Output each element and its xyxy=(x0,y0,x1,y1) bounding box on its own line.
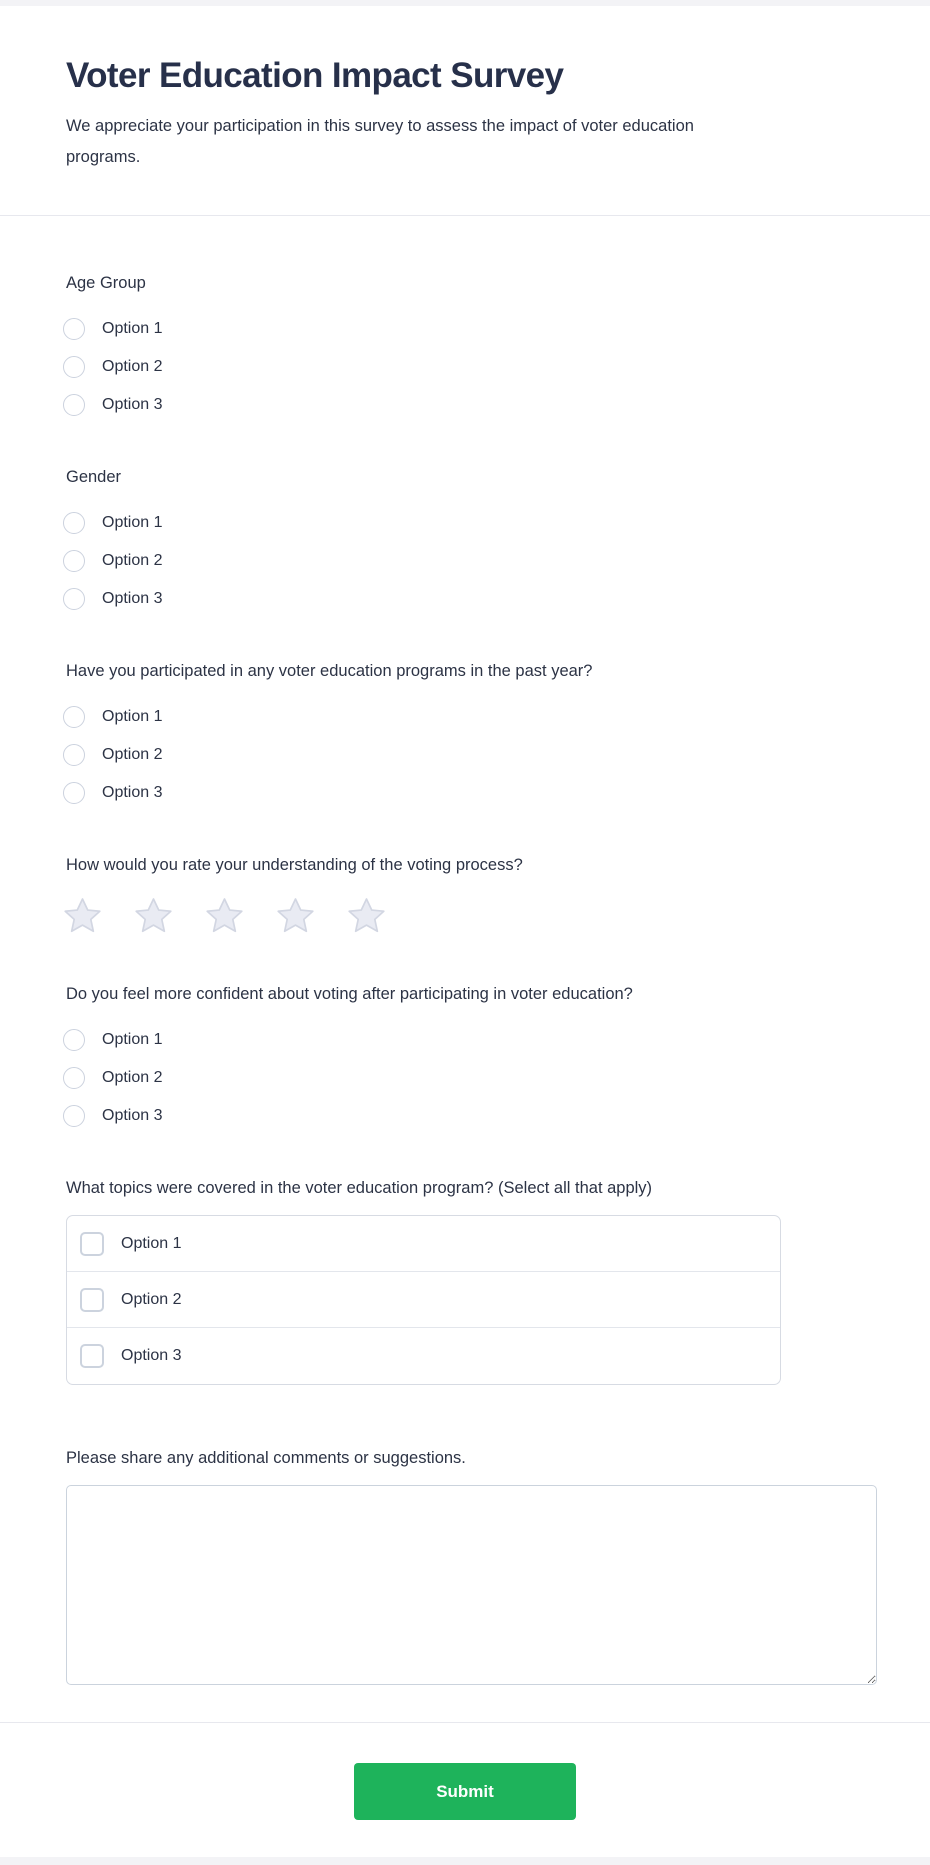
survey-form-card xyxy=(0,6,930,1857)
radio-option-label: Option 2 xyxy=(102,358,163,375)
star-icon[interactable] xyxy=(275,896,316,935)
radio-option[interactable] xyxy=(63,736,162,774)
star-rating xyxy=(62,892,864,941)
question-gender xyxy=(66,466,864,618)
question-understanding-rating xyxy=(66,854,864,941)
radio-option-label: Option 3 xyxy=(102,784,163,801)
radio-button-icon[interactable] xyxy=(63,1029,85,1051)
radio-option[interactable] xyxy=(63,310,162,348)
radio-button-icon[interactable] xyxy=(63,356,85,378)
checkbox-group xyxy=(66,1215,781,1385)
question-label: Please share any additional comments or suggestions. xyxy=(66,1449,466,1467)
question-participation xyxy=(66,660,864,812)
radio-option-label: Option 3 xyxy=(102,396,163,413)
checkbox-option[interactable] xyxy=(67,1216,780,1272)
form-subtitle: We appreciate your participation in this survey to assess the impact of voter education programs. xyxy=(66,117,694,166)
radio-option[interactable] xyxy=(63,698,162,736)
form-header xyxy=(0,6,930,216)
checkbox-icon[interactable] xyxy=(80,1288,104,1312)
star-icon[interactable] xyxy=(204,896,245,935)
radio-option-label: Option 2 xyxy=(102,1069,163,1086)
radio-option-label: Option 2 xyxy=(102,746,163,763)
question-label: How would you rate your understanding of the voting process? xyxy=(66,856,523,874)
question-topics xyxy=(66,1177,864,1385)
form-footer xyxy=(0,1722,930,1820)
radio-option[interactable] xyxy=(63,1097,162,1135)
radio-option-label: Option 1 xyxy=(102,1031,163,1048)
radio-button-icon[interactable] xyxy=(63,512,85,534)
radio-button-icon[interactable] xyxy=(63,782,85,804)
question-label: What topics were covered in the voter education program? (Select all that apply) xyxy=(66,1179,653,1197)
radio-option[interactable] xyxy=(63,774,162,812)
radio-button-icon[interactable] xyxy=(63,588,85,610)
question-label: Do you feel more confident about voting after participating in voter education? xyxy=(66,985,633,1003)
question-label: Age Group xyxy=(66,274,146,292)
radio-option-label: Option 1 xyxy=(102,320,163,337)
radio-option[interactable] xyxy=(63,504,162,542)
radio-button-icon[interactable] xyxy=(63,706,85,728)
radio-button-icon[interactable] xyxy=(63,550,85,572)
checkbox-icon[interactable] xyxy=(80,1344,104,1368)
radio-option-label: Option 3 xyxy=(102,590,163,607)
comments-textarea[interactable] xyxy=(66,1485,877,1685)
question-comments xyxy=(66,1447,864,1690)
radio-option-label: Option 2 xyxy=(102,552,163,569)
star-icon[interactable] xyxy=(62,896,103,935)
question-age-group xyxy=(66,272,864,424)
radio-button-icon[interactable] xyxy=(63,318,85,340)
radio-option-label: Option 3 xyxy=(102,1107,163,1124)
form-title: Voter Education Impact Survey xyxy=(66,56,564,95)
radio-button-icon[interactable] xyxy=(63,744,85,766)
checkbox-option-label: Option 3 xyxy=(121,1347,182,1364)
radio-button-icon[interactable] xyxy=(63,1105,85,1127)
radio-option[interactable] xyxy=(63,1021,162,1059)
radio-option[interactable] xyxy=(63,580,162,618)
radio-option-label: Option 1 xyxy=(102,708,163,725)
submit-button[interactable]: Submit xyxy=(354,1763,576,1820)
question-confidence xyxy=(66,983,864,1135)
checkbox-option[interactable] xyxy=(67,1328,780,1384)
radio-option[interactable] xyxy=(63,542,162,580)
checkbox-option-label: Option 1 xyxy=(121,1234,182,1252)
question-label: Have you participated in any voter education programs in the past year? xyxy=(66,662,593,680)
star-icon[interactable] xyxy=(133,896,174,935)
checkbox-icon[interactable] xyxy=(80,1232,104,1256)
radio-button-icon[interactable] xyxy=(63,394,85,416)
checkbox-option-label: Option 2 xyxy=(121,1290,182,1308)
star-icon[interactable] xyxy=(346,896,387,935)
radio-button-icon[interactable] xyxy=(63,1067,85,1089)
radio-option-label: Option 1 xyxy=(102,514,163,531)
radio-option[interactable] xyxy=(63,1059,162,1097)
checkbox-option[interactable] xyxy=(67,1272,780,1328)
radio-option[interactable] xyxy=(63,386,162,424)
questions-container xyxy=(0,216,930,1722)
radio-option[interactable] xyxy=(63,348,162,386)
question-label: Gender xyxy=(66,468,122,486)
